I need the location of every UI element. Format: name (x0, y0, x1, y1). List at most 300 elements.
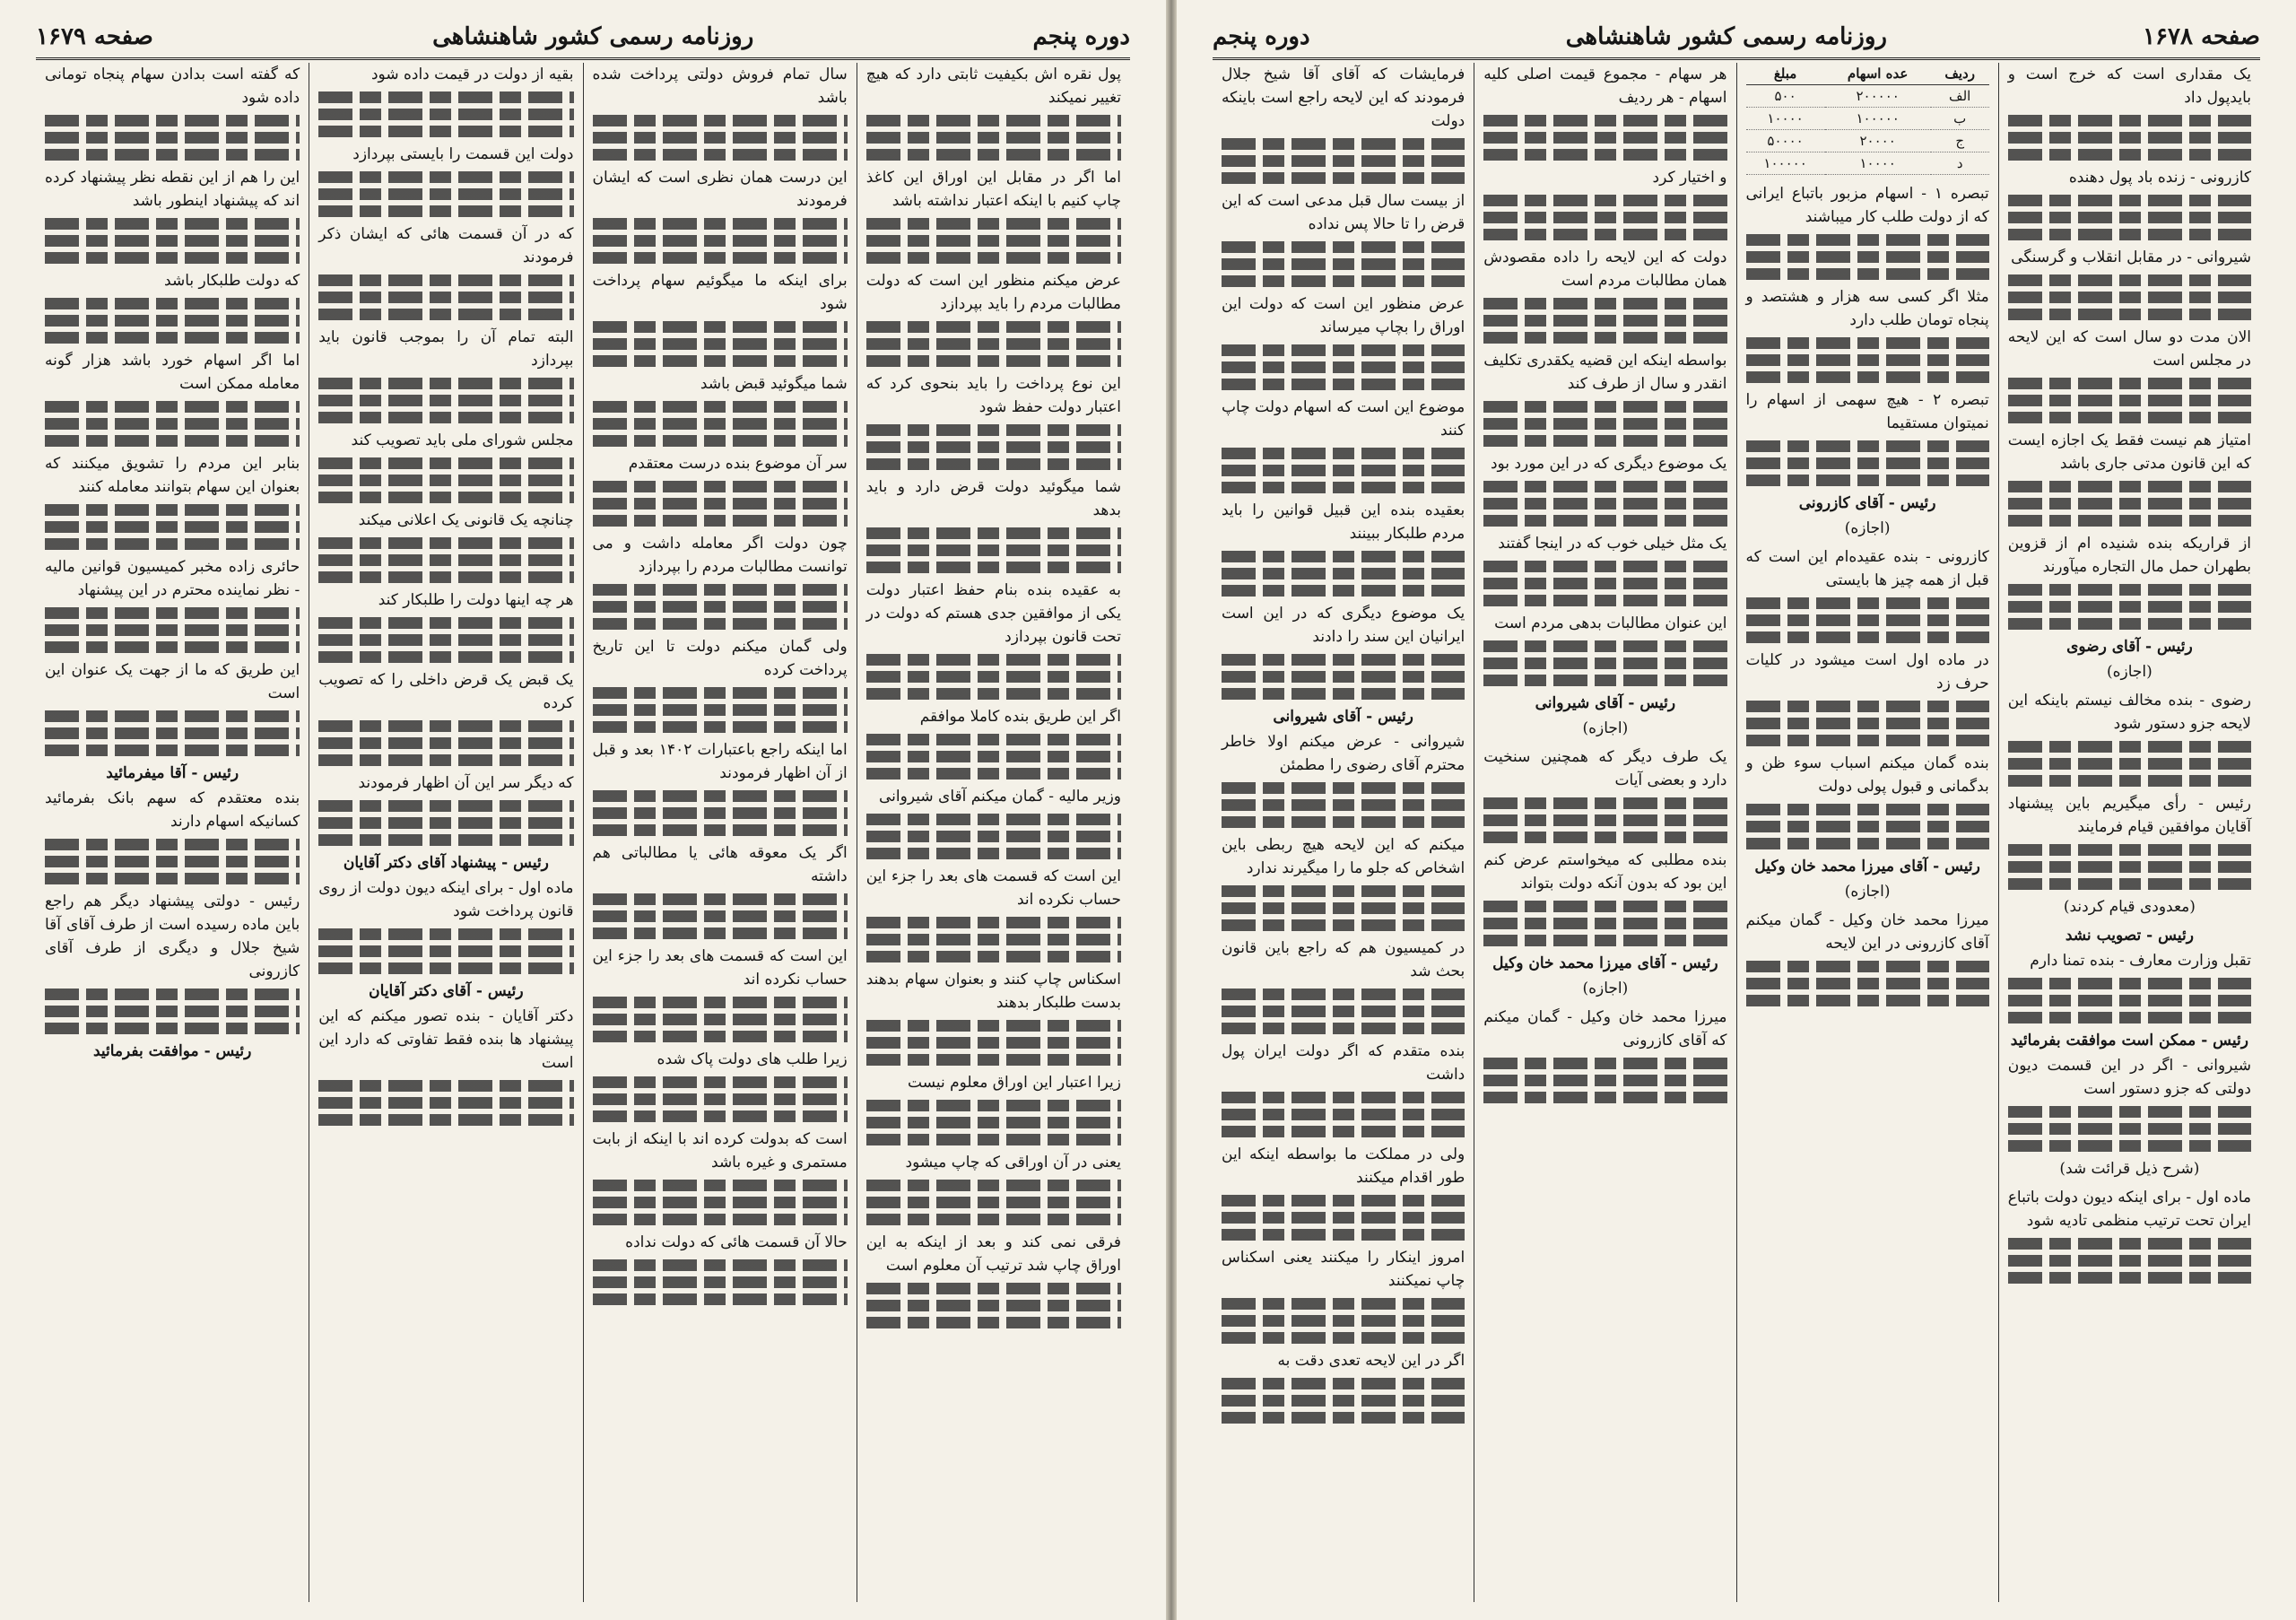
text-line-filler (1222, 989, 1465, 1000)
text-line-filler (866, 458, 1121, 470)
text-line-filler (1746, 614, 1989, 626)
paragraph: سال تمام فروش دولتی پرداخت شده باشد (592, 65, 848, 107)
text-line-filler (866, 688, 1121, 700)
text-line-filler (2008, 844, 2251, 856)
text-line-filler (593, 481, 848, 492)
table-header-cell: ردیف (1931, 63, 1989, 85)
text-column (1736, 63, 1998, 1602)
text-line-filler (1746, 701, 1989, 712)
text-line-filler (45, 727, 300, 739)
text-line-filler (866, 441, 1121, 453)
text-line-filler (45, 504, 300, 516)
paragraph: این نوع پرداخت را باید بنحوی کرد که اعتبار دولت حفظ شود (865, 375, 1121, 416)
text-line-filler (2008, 995, 2251, 1006)
text-line-filler (1222, 688, 1465, 700)
text-line-filler (1746, 821, 1989, 832)
stage-note: (اجازه) (2106, 663, 2152, 681)
text-line-filler (593, 601, 848, 613)
text-line-filler (318, 834, 573, 846)
text-line-filler (1483, 1075, 1726, 1086)
text-line-filler (593, 824, 848, 836)
text-line-filler (2008, 741, 2251, 753)
text-line-filler (318, 737, 573, 749)
text-line-filler (1222, 482, 1465, 493)
text-line-filler (318, 571, 573, 583)
text-line-filler (593, 132, 848, 144)
table-cell: الف (1931, 85, 1989, 108)
paragraph: مجلس شورای ملی باید تصویب کند (351, 431, 574, 449)
paragraph: البته تمام آن را بموجب قانون باید بپردازد (318, 328, 574, 370)
table-row (1746, 108, 1989, 130)
text-line-filler (2008, 481, 2251, 492)
text-line-filler (1483, 315, 1726, 327)
text-line-filler (866, 917, 1121, 928)
text-line-filler (593, 401, 848, 413)
speaker-heading: رئیس - آقای رضوی (2066, 638, 2193, 656)
text-line-filler (1483, 935, 1726, 946)
text-line-filler (1483, 332, 1726, 344)
text-line-filler (1222, 1315, 1465, 1327)
paragraph: دولت این قسمت را بایستی بپردازد (352, 145, 574, 163)
text-line-filler (866, 1317, 1121, 1328)
paragraph: وزیر مالیه - گمان میکنم آقای شیروانی (879, 788, 1121, 806)
paragraph: امروز اینکار را میکنند یعنی اسکناس چاپ نمیکنند (1222, 1249, 1465, 1290)
paragraph: بنده گمان میکنم اسباب سوء ظن و بدگمانی و قبول پولی دولت (1745, 754, 1989, 796)
text-line-filler (866, 1020, 1121, 1032)
text-line-filler (45, 641, 300, 653)
text-line-filler (866, 1283, 1121, 1294)
speaker-heading: رئیس - پیشنهاد آقای دکتر آقایان (343, 854, 549, 872)
text-line-filler (1483, 832, 1726, 843)
text-line-filler (2008, 861, 2251, 873)
text-line-filler (593, 218, 848, 230)
text-line-filler (1483, 675, 1726, 686)
stage-note: (اجازه) (1582, 719, 1629, 737)
text-line-filler (1222, 1332, 1465, 1344)
text-line-filler (2008, 309, 2251, 320)
paragraph: حالا آن قسمت هائی که دولت نداده (625, 1233, 848, 1251)
text-line-filler (1483, 229, 1726, 240)
text-line-filler (318, 617, 573, 629)
text-line-filler (1483, 435, 1726, 447)
text-line-filler (593, 235, 848, 247)
text-line-filler (45, 418, 300, 430)
text-line-filler (593, 321, 848, 333)
text-line-filler (1222, 1126, 1465, 1137)
text-line-filler (866, 1117, 1121, 1128)
speaker-heading: رئیس - آقای دکتر آقایان (369, 982, 524, 1000)
paragraph: هر سهام - مجموع قیمت اصلی کلیه اسهام - هر ردیف (1483, 65, 1727, 107)
text-line-filler (1746, 475, 1989, 486)
share-table (1746, 63, 1989, 175)
text-column (857, 63, 1130, 1602)
text-line-filler (1746, 371, 1989, 383)
text-line-filler (45, 1006, 300, 1017)
paragraph: موضوع این است که اسهام دولت چاپ کنند (1222, 398, 1465, 440)
stage-note: (اجازه) (1844, 883, 1891, 901)
text-column (1474, 63, 1735, 1602)
text-line-filler (1222, 138, 1465, 150)
paragraph: ماده اول - برای اینکه دیون دولت باتباع ایران تحت ترتیب منظمی تادیه شود (2007, 1189, 2251, 1230)
text-line-filler (1483, 401, 1726, 413)
paragraph: است که بدولت کرده اند با اینکه از بابت مستمری و غیره باشد (592, 1130, 848, 1171)
text-line-filler (318, 309, 573, 320)
text-line-filler (866, 115, 1121, 126)
text-line-filler (1222, 585, 1465, 597)
text-line-filler (318, 554, 573, 566)
text-line-filler (1222, 816, 1465, 828)
text-line-filler (866, 1197, 1121, 1208)
paragraph: تبصره ۲ - هیچ سهمی از اسهام را نمیتوان مستقیما (1745, 391, 1989, 432)
text-line-filler (318, 537, 573, 549)
table-cell: ۲۰۰۰۰۰ (1825, 85, 1931, 108)
paragraph: اگر این طریق بنده کاملا موافقم (919, 708, 1121, 726)
text-line-filler (2008, 1012, 2251, 1023)
speaker-heading: رئیس - آقای شیروانی (1273, 708, 1413, 726)
text-line-filler (2008, 1106, 2251, 1118)
paragraph: رئیس - دولتی پیشنهاد دیگر هم راجع باین ماده رسیده است از طرف آقای آقا شیخ جلال و دیگری از طرف آقای کازرونی (45, 893, 300, 980)
text-line-filler (45, 218, 300, 230)
paragraph: بنابر این مردم را تشویق میکنند که بعنوان این سهام بتوانند معامله کنند (45, 455, 300, 496)
text-line-filler (1222, 465, 1465, 476)
paragraph: این عنوان مطالبات بدهی مردم است (1494, 614, 1727, 632)
text-line-filler (2008, 1272, 2251, 1284)
text-line-filler (1483, 195, 1726, 206)
text-line-filler (2008, 229, 2251, 240)
period-label: دوره پنجم (1032, 23, 1130, 50)
text-line-filler (1746, 234, 1989, 246)
text-line-filler (1222, 1092, 1465, 1103)
text-line-filler (593, 1293, 848, 1305)
paragraph: اگر در این لایحه تعدی دقت به (1277, 1352, 1465, 1370)
text-line-filler (1483, 578, 1726, 589)
text-line-filler (2008, 149, 2251, 161)
text-line-filler (1483, 640, 1726, 652)
text-line-filler (866, 814, 1121, 825)
paragraph: یعنی در آن اوراقی که چاپ میشود (905, 1154, 1121, 1171)
table-cell: ۱۰۰۰۰ (1746, 108, 1825, 130)
text-line-filler (318, 91, 573, 103)
text-column (1213, 63, 1474, 1602)
stage-note: (شرح ذیل قرائت شد) (2059, 1160, 2200, 1178)
text-line-filler (2008, 378, 2251, 389)
text-line-filler (1746, 995, 1989, 1006)
text-line-filler (593, 893, 848, 905)
text-line-filler (2008, 618, 2251, 630)
paragraph: شما میگوئید دولت قرض دارد و باید بدهد (865, 478, 1121, 519)
text-line-filler (318, 395, 573, 406)
text-line-filler (2008, 212, 2251, 223)
text-line-filler (866, 671, 1121, 683)
table-row (1746, 152, 1989, 175)
paragraph: یک قبض یک قرض داخلی را که تصویب کرده (318, 671, 574, 712)
text-line-filler (866, 1037, 1121, 1049)
text-line-filler (1222, 568, 1465, 579)
text-line-filler (866, 132, 1121, 144)
text-line-filler (593, 1014, 848, 1025)
text-line-filler (45, 745, 300, 756)
speaker-heading: رئیس - آقا میفرمائید (106, 764, 239, 782)
text-line-filler (318, 634, 573, 646)
text-line-filler (318, 126, 573, 137)
text-line-filler (2008, 978, 2251, 989)
text-line-filler (1746, 354, 1989, 366)
text-column (36, 63, 309, 1602)
paragraph: اما اینکه راجع باعتبارات ۱۴۰۲ بعد و قبل از آن اظهار فرمودند (592, 741, 848, 782)
text-line-filler (2008, 1123, 2251, 1135)
text-line-filler (1222, 885, 1465, 897)
text-line-filler (593, 1214, 848, 1225)
paragraph: اگر یک معوقه هائی یا مطالباتی هم داشته (592, 844, 848, 885)
text-line-filler (593, 584, 848, 596)
text-line-filler (866, 544, 1121, 556)
text-line-filler (1222, 361, 1465, 373)
text-column (309, 63, 582, 1602)
text-line-filler (1746, 961, 1989, 972)
text-line-filler (2008, 292, 2251, 303)
text-line-filler (593, 1259, 848, 1271)
text-line-filler (1222, 155, 1465, 167)
text-line-filler (1746, 631, 1989, 643)
text-line-filler (866, 1054, 1121, 1066)
text-line-filler (318, 492, 573, 503)
paragraph: مثلا اگر کسی سه هزار و هشتصد و پنجاه تومان طلب دارد (1745, 288, 1989, 329)
text-line-filler (866, 1214, 1121, 1225)
paragraph: رضوی - بنده مخالف نیستم باینکه این لایحه جزو دستور شود (2007, 692, 2251, 733)
text-line-filler (866, 934, 1121, 945)
text-line-filler (318, 412, 573, 423)
text-line-filler (1222, 782, 1465, 794)
paragraph: کازرونی - زنده باد پول دهنده (2068, 169, 2251, 187)
text-line-filler (593, 498, 848, 510)
text-line-filler (318, 962, 573, 974)
text-line-filler (866, 848, 1121, 859)
text-line-filler (1222, 1212, 1465, 1224)
text-line-filler (1483, 298, 1726, 309)
speaker-heading: رئیس - موافقت بفرمائید (92, 1042, 252, 1060)
speaker-heading: رئیس - آقای کازرونی (1798, 494, 1936, 512)
text-line-filler (593, 687, 848, 699)
text-line-filler (1483, 149, 1726, 161)
paragraph: شیروانی - اگر در این قسمت دیون دولتی که جزو دستور است (2007, 1057, 2251, 1098)
text-column (583, 63, 857, 1602)
text-line-filler (1483, 418, 1726, 430)
table-cell: ج (1931, 130, 1989, 152)
paragraph: از بیست سال قبل مدعی است که این قرض را تا حالا پس نداده (1222, 192, 1465, 233)
text-line-filler (1222, 1229, 1465, 1241)
text-line-filler (1483, 498, 1726, 510)
paragraph: زیرا طلب های دولت پاک شده (657, 1050, 848, 1068)
text-line-filler (866, 424, 1121, 436)
text-line-filler (318, 651, 573, 663)
paragraph: دولت که این لایحه را داده مقصودش همان مطالبات مردم است (1483, 248, 1727, 290)
text-line-filler (593, 355, 848, 367)
text-line-filler (866, 1180, 1121, 1191)
text-line-filler (593, 1180, 848, 1191)
text-line-filler (1746, 838, 1989, 849)
text-line-filler (866, 1100, 1121, 1111)
paragraph: به عقیده بنده بنام حفظ اعتبار دولت یکی از موافقین جدی هستم که دولت در تحت قانون بپردازد (865, 581, 1121, 646)
text-line-filler (45, 298, 300, 309)
text-line-filler (2008, 601, 2251, 613)
newspaper-title: روزنامه رسمی کشور شاهنشاهی (432, 23, 754, 50)
paragraph: برای اینکه ما میگوئیم سهام پرداخت شود (592, 272, 848, 313)
text-line-filler (318, 1114, 573, 1126)
text-line-filler (866, 1134, 1121, 1145)
paragraph: بنده متقدم که اگر دولت ایران پول داشت (1222, 1042, 1465, 1084)
text-line-filler (45, 856, 300, 867)
table-cell: ۱۰۰۰۰ (1825, 152, 1931, 175)
paragraph: کازرونی - بنده عقیده‌ام این است که قبل از همه چیز ها بایستی (1745, 548, 1989, 589)
text-line-filler (593, 418, 848, 430)
paragraph: چنانچه یک قانونی یک اعلانی میکند (358, 511, 574, 529)
text-line-filler (1483, 212, 1726, 223)
text-line-filler (593, 1093, 848, 1105)
text-line-filler (593, 807, 848, 819)
text-line-filler (2008, 195, 2251, 206)
paragraph: فرمایشات که آقای آقا شیخ جلال فرمودند که این لایحه راجع است باینکه دولت (1222, 65, 1465, 130)
text-line-filler (2008, 584, 2251, 596)
text-line-filler (318, 817, 573, 829)
text-line-filler (318, 109, 573, 120)
text-line-filler (45, 149, 300, 161)
text-line-filler (318, 1097, 573, 1109)
paragraph: که دولت طلبکار باشد (164, 272, 300, 290)
text-line-filler (318, 928, 573, 940)
paragraph: فرقی نمی کند و بعد از اینکه به این اوراق چاپ شد ترتیب آن معلوم است (865, 1233, 1121, 1275)
text-line-filler (866, 751, 1121, 762)
paragraph: هر چه اینها دولت را طلبکار کند (378, 591, 574, 609)
page-header (36, 16, 1130, 60)
paragraph: اما اگر اسهام خورد باشد هزار گونه معامله ممکن است (45, 352, 300, 393)
text-line-filler (318, 754, 573, 766)
text-line-filler (1222, 1023, 1465, 1034)
speaker-heading: رئیس - آقای میرزا محمد خان وکیل (1754, 858, 1980, 875)
text-line-filler (1746, 718, 1989, 729)
text-line-filler (1222, 1195, 1465, 1206)
text-line-filler (1222, 654, 1465, 666)
paragraph: ولی در مملکت ما بواسطه اینکه این طور اقدام میکنند (1222, 1145, 1465, 1187)
table-cell: ۵۰۰۰۰ (1746, 130, 1825, 152)
text-line-filler (1483, 1058, 1726, 1069)
text-line-filler (1222, 258, 1465, 270)
text-line-filler (2008, 758, 2251, 770)
text-line-filler (1483, 814, 1726, 826)
paragraph: شیروانی - در مقابل انقلاب و گرسنگی (2011, 248, 2251, 266)
text-line-filler (866, 321, 1121, 333)
text-line-filler (318, 188, 573, 200)
text-line-filler (1222, 1378, 1465, 1389)
text-line-filler (1746, 457, 1989, 469)
paragraph: یک طرف دیگر که همچنین سنخیت دارد و بعضی آیات (1483, 748, 1727, 789)
paragraph: بنده معتقدم که سهم بانک بفرمائید کسانیکه اسهام دارند (45, 789, 300, 831)
text-line-filler (1483, 515, 1726, 527)
text-line-filler (45, 839, 300, 850)
text-line-filler (1483, 115, 1726, 126)
text-line-filler (593, 618, 848, 630)
text-line-filler (1222, 1298, 1465, 1310)
text-line-filler (593, 435, 848, 447)
text-line-filler (45, 435, 300, 447)
paragraph: این است که قسمت های بعد را جزء این حساب نکرده اند (865, 867, 1121, 909)
text-line-filler (318, 475, 573, 486)
text-line-filler (45, 401, 300, 413)
text-line-filler (2008, 515, 2251, 527)
text-line-filler (2008, 1238, 2251, 1250)
text-line-filler (1222, 448, 1465, 459)
paragraph: و اختیار کرد (1652, 169, 1727, 187)
page-header (1213, 16, 2260, 60)
text-line-filler (593, 1197, 848, 1208)
paragraph: یک مقداری است که خرج است و بایدپول داد (2007, 65, 2251, 107)
text-line-filler (1746, 978, 1989, 989)
text-line-filler (45, 132, 300, 144)
text-line-filler (593, 1076, 848, 1088)
speaker-heading: رئیس - آقای شیروانی (1535, 694, 1676, 712)
text-columns (36, 63, 1130, 1602)
text-line-filler (593, 252, 848, 264)
paragraph: دکتر آقایان - بنده تصور میکنم که این پیشنهاد ها بنده فقط تفاوتی که دارد این است (318, 1007, 574, 1072)
text-line-filler (318, 800, 573, 812)
text-line-filler (318, 274, 573, 286)
table-row (1746, 85, 1989, 108)
text-line-filler (1746, 804, 1989, 815)
text-line-filler (866, 734, 1121, 745)
paragraph: شیروانی - عرض میکنم اولا خاطر محترم آقای رضوی را مطمئن (1222, 733, 1465, 774)
text-line-filler (1483, 561, 1726, 572)
text-line-filler (1746, 597, 1989, 609)
text-line-filler (2008, 274, 2251, 286)
text-line-filler (866, 235, 1121, 247)
text-line-filler (1222, 1006, 1465, 1017)
text-line-filler (866, 831, 1121, 842)
speaker-heading: رئیس - آقای میرزا محمد خان وکیل (1492, 954, 1718, 972)
text-line-filler (1222, 344, 1465, 356)
text-line-filler (2008, 395, 2251, 406)
text-line-filler (2008, 115, 2251, 126)
text-line-filler (593, 910, 848, 922)
text-line-filler (318, 205, 573, 217)
text-line-filler (866, 562, 1121, 573)
paragraph: بقیه از دولت در قیمت داده شود (370, 65, 574, 83)
text-line-filler (45, 873, 300, 884)
text-line-filler (1746, 440, 1989, 452)
text-line-filler (1222, 799, 1465, 811)
text-line-filler (593, 149, 848, 161)
text-line-filler (1222, 1412, 1465, 1424)
text-line-filler (45, 989, 300, 1000)
paragraph: حائری زاده مخبر کمیسیون قوانین مالیه - نظر نماینده محترم در این پیشنهاد (45, 558, 300, 599)
text-line-filler (45, 1023, 300, 1034)
paragraph: تبصره ۱ - اسهام مزبور باتباع ایرانی که از دولت طلب کار میباشند (1745, 185, 1989, 226)
newspaper-title: روزنامه رسمی کشور شاهنشاهی (1565, 23, 1887, 50)
text-line-filler (593, 790, 848, 802)
speaker-heading: رئیس - ممکن است موافقت بفرمائید (2010, 1032, 2248, 1050)
paragraph: بنده مطلبی که میخواستم عرض کنم این بود که بدون آنکه دولت بتواند (1483, 851, 1727, 893)
text-line-filler (1746, 268, 1989, 280)
text-line-filler (1483, 901, 1726, 912)
text-line-filler (1746, 337, 1989, 349)
paragraph: در ماده اول است میشود در کلیات حرف زد (1745, 651, 1989, 692)
text-column (1998, 63, 2260, 1602)
paragraph: امتیاز هم نیست فقط یک اجازه ایست که این قانون مدتی جاری باشد (2007, 431, 2251, 473)
table-cell: ۵۰۰ (1746, 85, 1825, 108)
text-line-filler (1222, 172, 1465, 184)
text-line-filler (318, 720, 573, 732)
text-line-filler (866, 149, 1121, 161)
text-line-filler (318, 945, 573, 957)
paragraph: که گفته است بدادن سهام پنجاه تومانی داده شود (45, 65, 300, 107)
